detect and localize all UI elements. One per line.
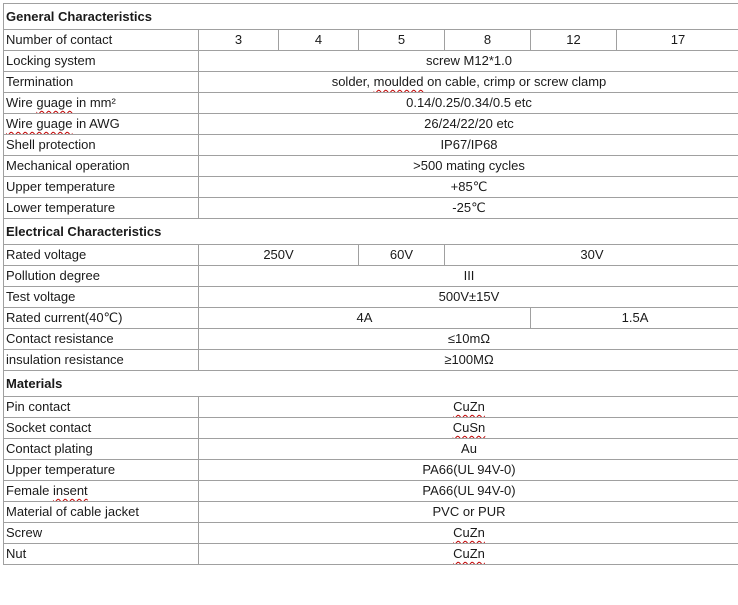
- section-row-general: [4, 4, 738, 30]
- table-row-mechanical-operation: [4, 156, 738, 177]
- row-value: 4A: [199, 308, 531, 329]
- row-value: ≤10mΩ: [199, 329, 738, 350]
- contact-count-cell: 4: [279, 30, 359, 51]
- contact-count-cell: 3: [199, 30, 279, 51]
- contact-count-cell: 17: [617, 30, 738, 51]
- table-row-wire-gauge-awg: [4, 114, 738, 135]
- section-title-materials: Materials: [4, 371, 738, 397]
- table-row-pin-contact: [4, 397, 738, 418]
- row-value: 250V: [199, 245, 359, 266]
- spellcheck-word: guage: [36, 95, 73, 110]
- label-text: Female: [6, 483, 53, 498]
- table-row-socket-contact: [4, 418, 738, 439]
- table-row-lower-temperature: [4, 198, 738, 219]
- row-label: Pollution degree: [4, 266, 199, 287]
- row-label: Mechanical operation: [4, 156, 199, 177]
- value-text: on cable, crimp or screw clamp: [423, 74, 607, 89]
- value-text: solder,: [331, 74, 374, 89]
- row-label: Rated voltage: [4, 245, 199, 266]
- row-value: [199, 418, 738, 439]
- table-row-upper-temperature: [4, 177, 738, 198]
- row-label: Locking system: [4, 51, 199, 72]
- table-row-shell-protection: [4, 135, 738, 156]
- spellcheck-word: Wire guage: [6, 116, 73, 131]
- row-value: 30V: [445, 245, 738, 266]
- row-value: -25℃: [199, 198, 738, 219]
- row-value: Au: [199, 439, 738, 460]
- row-value: >500 mating cycles: [199, 156, 738, 177]
- table-row-nut: [4, 544, 738, 565]
- specification-table: [3, 3, 738, 565]
- table-row-locking-system: [4, 51, 738, 72]
- row-label: Upper temperature: [4, 177, 199, 198]
- contact-count-cell: 5: [359, 30, 445, 51]
- row-label: insulation resistance: [4, 350, 199, 371]
- label-text: in mm²: [72, 95, 116, 110]
- table-row-screw: [4, 523, 738, 544]
- row-value: PA66(UL 94V-0): [199, 481, 738, 502]
- row-label: Contact resistance: [4, 329, 199, 350]
- row-label: Nut: [4, 544, 199, 565]
- row-label: Contact plating: [4, 439, 199, 460]
- table-row-insulation-resistance: [4, 350, 738, 371]
- table-row-termination: [4, 72, 738, 93]
- row-value: +85℃: [199, 177, 738, 198]
- spellcheck-word: CuSn: [452, 420, 486, 435]
- table-row-rated-voltage: [4, 245, 738, 266]
- contact-count-cell: 8: [445, 30, 531, 51]
- row-value: III: [199, 266, 738, 287]
- section-row-electrical: [4, 219, 738, 245]
- table-row-contact-resistance: [4, 329, 738, 350]
- section-title-general: General Characteristics: [4, 4, 738, 30]
- row-value: PA66(UL 94V-0): [199, 460, 738, 481]
- label-text: in AWG: [72, 116, 120, 131]
- table-row-rated-current: [4, 308, 738, 329]
- row-value: [199, 544, 738, 565]
- row-label: Termination: [4, 72, 199, 93]
- table-row-pollution-degree: [4, 266, 738, 287]
- spellcheck-word: CuZn: [453, 525, 485, 540]
- row-label: Number of contact: [4, 30, 199, 51]
- row-value: ≥100MΩ: [199, 350, 738, 371]
- row-label: Rated current(40℃): [4, 308, 199, 329]
- row-value: 60V: [359, 245, 445, 266]
- row-value: 0.14/0.25/0.34/0.5 etc: [199, 93, 738, 114]
- row-label: Test voltage: [4, 287, 199, 308]
- row-label: Shell protection: [4, 135, 199, 156]
- label-text: Wire: [6, 95, 37, 110]
- row-value: 500V±15V: [199, 287, 738, 308]
- section-row-materials: [4, 371, 738, 397]
- row-label: Pin contact: [4, 397, 199, 418]
- spellcheck-word: insent: [52, 483, 88, 498]
- table-row-number-of-contact: [4, 30, 738, 51]
- row-label: Screw: [4, 523, 199, 544]
- row-label: Socket contact: [4, 418, 199, 439]
- row-value: [199, 72, 738, 93]
- row-label: [4, 114, 199, 135]
- row-value: PVC or PUR: [199, 502, 738, 523]
- row-label: Material of cable jacket: [4, 502, 199, 523]
- row-label: Upper temperature: [4, 460, 199, 481]
- row-value: 1.5A: [531, 308, 738, 329]
- row-value: 26/24/22/20 etc: [199, 114, 738, 135]
- row-label: Lower temperature: [4, 198, 199, 219]
- row-label: [4, 93, 199, 114]
- row-label: [4, 481, 199, 502]
- table-row-cable-jacket: [4, 502, 738, 523]
- row-value: [199, 523, 738, 544]
- row-value: IP67/IP68: [199, 135, 738, 156]
- section-title-electrical: Electrical Characteristics: [4, 219, 738, 245]
- spellcheck-word: CuZn: [453, 546, 485, 561]
- table-row-female-insert: [4, 481, 738, 502]
- row-value: screw M12*1.0: [199, 51, 738, 72]
- spellcheck-word: CuZn: [453, 399, 485, 414]
- contact-count-cell: 12: [531, 30, 617, 51]
- row-value: [199, 397, 738, 418]
- table-row-upper-temperature-material: [4, 460, 738, 481]
- table-row-test-voltage: [4, 287, 738, 308]
- table-row-contact-plating: [4, 439, 738, 460]
- spellcheck-word: moulded: [373, 74, 424, 89]
- table-row-wire-gauge-mm: [4, 93, 738, 114]
